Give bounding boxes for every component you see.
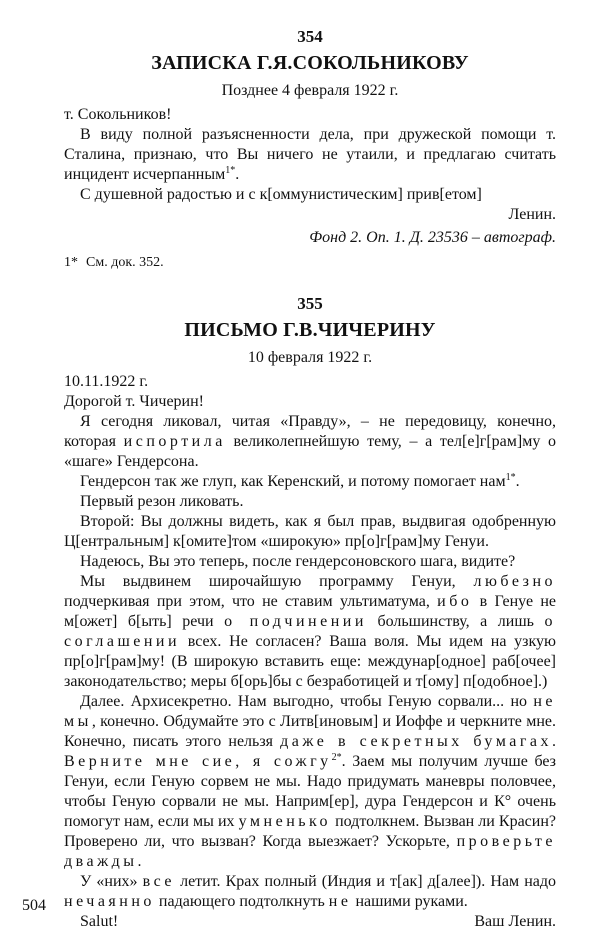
section-gap <box>64 273 556 293</box>
spaced-emphasis: не мы <box>64 693 556 730</box>
text-run: в Генуе не м[ожет] б[ыть] речи <box>64 593 556 630</box>
salutation-354: т. Сокольников! <box>64 106 172 123</box>
text-run: , конечно. Обдумайте это с Литв[иновым] и Иоффе и черкните мне. Конечно, писать этого нельзя <box>64 713 556 750</box>
paragraph-355-6 <box>64 572 556 692</box>
text-run: всех. Не согласен? Ваша воля. Мы идем на узкую пр[о]г[рам]му! (В широкую вставить еще: междунар[одное] раб[очее] законодательство; меры б[орь]бы с безработицей и т[ому] п[одобное].) <box>64 633 556 690</box>
text-run: нашими руками. <box>351 893 468 910</box>
document-date-354: Позднее 4 февраля 1922 г. <box>221 82 399 99</box>
paragraph-355-1 <box>64 412 556 472</box>
spaced-emphasis: все <box>142 873 175 890</box>
text-run: Мы выдвинем широчайшую программу Генуи, <box>80 573 474 590</box>
text-run: . <box>515 473 520 490</box>
paragraph-355-4: Второй: Вы должны видеть, как я был прав, выдвигая одобренную Ц[ентральным] к[омите]том «широкую» пр[о]г[рам]му Генуи. <box>64 513 556 550</box>
spaced-emphasis: о соглашении <box>64 613 557 650</box>
text-run: Далее. Архисекретно. Нам выгодно, чтобы Геную сорвали... но <box>80 693 534 710</box>
spaced-emphasis: ибо <box>437 593 473 610</box>
document-date-355: 10 февраля 1922 г. <box>247 349 373 366</box>
signature-354: Ленин. <box>508 206 556 223</box>
text-run: . Заем мы получим лучше без Генуи, если Геную сорвем не мы. Надо придумать маневры половчее, чтобы Геную сорвали не мы. Наприм[ер], дура Гендерсон и К° очень помогут нам, если мы их <box>64 753 556 830</box>
footnote-ref: 2* <box>331 752 342 763</box>
dateline-355: 10.11.1922 г. <box>64 373 149 390</box>
text-run: У «них» <box>80 873 143 890</box>
spaced-emphasis: не <box>328 893 352 910</box>
footnote-ref: 1* <box>505 472 516 483</box>
document-355 <box>64 293 556 932</box>
text-run: Гендерсон так же глуп, как Керенский, и потому помогает нам <box>80 473 506 490</box>
text-run: В виду полной разъясненности дела, при дружеской помощи т. Сталина, признаю, что Вы ничего не утаили, и предлагаю считать инцидент исчерпанным <box>64 126 556 183</box>
text-run: . <box>137 853 142 870</box>
spaced-emphasis: проверьте дважды <box>64 833 556 870</box>
closing-salut: Salut! <box>80 913 119 930</box>
spaced-emphasis: испортила <box>123 433 226 450</box>
document-title-354: ЗАПИСКА Г.Я.СОКОЛЬНИКОВУ <box>151 52 469 74</box>
spaced-emphasis: любезно <box>473 573 556 590</box>
paragraph-355-7 <box>64 692 556 872</box>
paragraph-355-8 <box>64 872 556 912</box>
page-number: 504 <box>22 897 46 914</box>
text-run: . <box>235 166 240 183</box>
footnote-mark: 1* <box>64 255 78 270</box>
closing-355 <box>64 912 556 932</box>
paragraph-354-1 <box>64 125 556 185</box>
footnote-text: См. док. 352. <box>86 255 164 270</box>
text-run: великолепнейшую тему, – а тел[е]г[рам]му о «шаге» Гендерсона. <box>64 433 556 470</box>
text-run: подтолкнем. Вызван ли Красин? Проверено ли, что вызван? Когда выезжает? Ускорьте, <box>64 813 557 850</box>
spaced-emphasis: Верните мне сие, я сожгу <box>64 753 332 770</box>
text-run: летит. Крах полный (Индия и т[ак] д[алее]). Нам надо <box>175 873 556 890</box>
document-354 <box>64 26 556 273</box>
text-run: большинству, а лишь <box>366 613 545 630</box>
document-number-355: 355 <box>297 294 323 313</box>
text-run: . <box>552 733 556 750</box>
salutation-355: Дорогой т. Чичерин! <box>64 393 204 410</box>
text-run: подчеркивая при этом, что не ставим ультиматума, <box>64 593 438 610</box>
paragraph-355-3: Первый резон ликовать. <box>80 493 244 510</box>
spaced-emphasis: умненько <box>238 813 332 830</box>
footnote-354 <box>64 253 556 273</box>
paragraph-354-2: С душевной радостью и с к[оммунистическим] прив[етом] <box>80 186 482 203</box>
archive-reference-354: Фонд 2. Оп. 1. Д. 23536 – автограф. <box>309 229 556 246</box>
closing-signature: Ваш Ленин. <box>474 913 556 930</box>
spaced-emphasis: даже в секретных бумагах <box>280 733 552 750</box>
spaced-emphasis: нечаянно <box>64 893 155 910</box>
text-run: Я сегодня ликовал, читая «Правду», – не передовицу, конечно, которая <box>64 413 556 450</box>
text-run: падающего подтолкнуть <box>154 893 329 910</box>
spaced-emphasis: о подчинении <box>224 613 367 630</box>
footnote-ref: 1* <box>225 165 236 176</box>
paragraph-355-5: Надеюсь, Вы это теперь, после гендерсоновского шага, видите? <box>80 553 516 570</box>
document-number-354: 354 <box>297 27 323 46</box>
paragraph-355-2 <box>64 472 556 492</box>
document-title-355: ПИСЬМО Г.В.ЧИЧЕРИНУ <box>184 319 436 341</box>
